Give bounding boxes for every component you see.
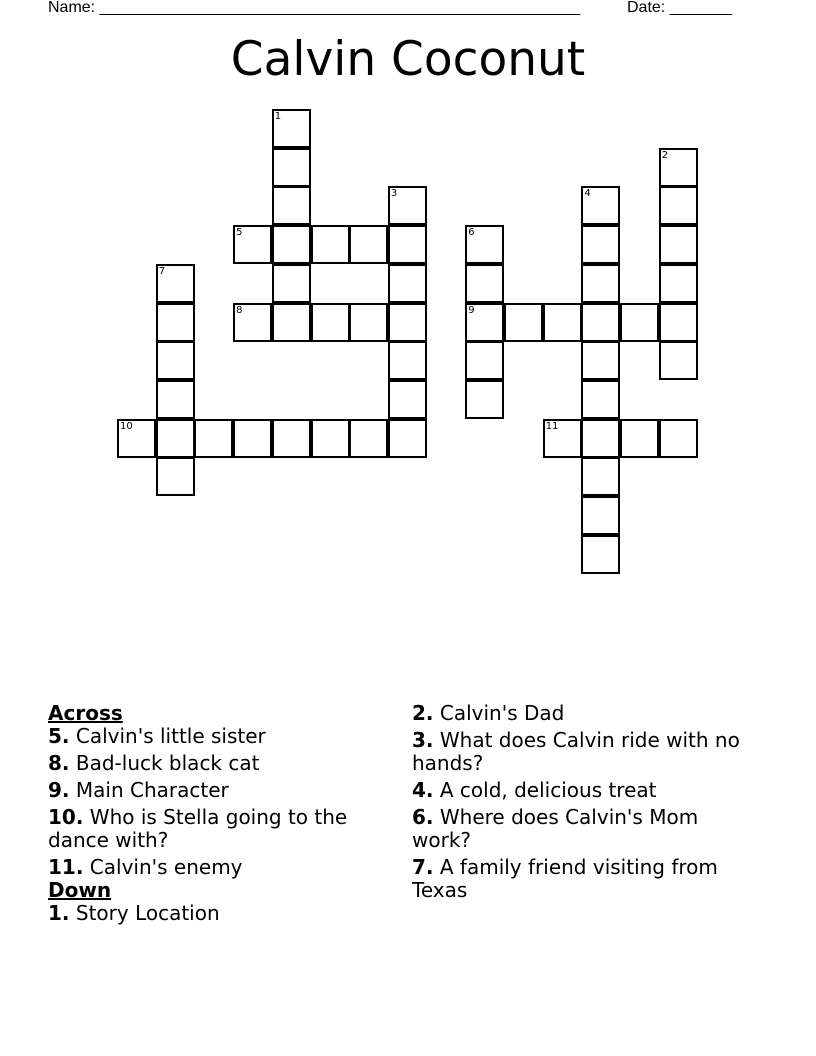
date-blank[interactable]: _______ [669, 0, 732, 16]
clue-down-4 [412, 779, 752, 802]
grid-cell[interactable] [272, 419, 311, 458]
grid-cell[interactable] [194, 419, 233, 458]
clue-number: 11. [48, 855, 84, 879]
clue-number: 5. [48, 724, 70, 748]
clue-text: What does Calvin ride with no hands? [412, 728, 740, 775]
clue-down-7 [412, 856, 752, 902]
grid-cell[interactable] [233, 303, 272, 342]
clue-down-6 [412, 806, 752, 852]
grid-cell[interactable] [272, 148, 311, 187]
grid-cell[interactable] [581, 186, 620, 225]
grid-cell[interactable] [581, 264, 620, 303]
clue-number: 1. [48, 901, 70, 925]
grid-cell[interactable] [581, 341, 620, 380]
clue-number: 10. [48, 805, 84, 829]
grid-cell[interactable] [581, 380, 620, 419]
grid-cell[interactable] [581, 303, 620, 342]
grid-cell[interactable] [272, 225, 311, 264]
clue-text: Where does Calvin's Mom work? [412, 805, 699, 852]
name-blank[interactable]: ______________________________________________________ [99, 0, 581, 16]
clue-text: Calvin's little sister [75, 724, 266, 748]
clue-across-5 [48, 725, 378, 748]
clue-text: Story Location [75, 901, 220, 925]
clue-number: 6. [412, 805, 434, 829]
grid-cell[interactable] [311, 303, 350, 342]
cell-number: 9 [468, 304, 475, 316]
grid-cell[interactable] [156, 419, 195, 458]
grid-cell[interactable] [272, 186, 311, 225]
cell-number: 10 [120, 420, 133, 432]
grid-cell[interactable] [233, 225, 272, 264]
grid-cell[interactable] [156, 380, 195, 419]
grid-cell[interactable] [620, 303, 659, 342]
cell-number: 7 [158, 265, 166, 277]
clues-column-right [412, 702, 752, 906]
down-heading: Down [48, 878, 112, 902]
clues-column-left [48, 702, 378, 929]
clue-text: Calvin's enemy [89, 855, 243, 879]
grid-cell[interactable] [117, 419, 156, 458]
clue-text: A cold, delicious treat [439, 778, 657, 802]
grid-cell[interactable] [465, 341, 504, 380]
grid-cell[interactable] [581, 496, 620, 535]
grid-cell[interactable] [272, 264, 311, 303]
grid-cell[interactable] [659, 148, 698, 187]
grid-cell[interactable] [659, 225, 698, 264]
clue-number: 7. [412, 855, 434, 879]
clue-across-11 [48, 856, 378, 879]
grid-cell[interactable] [581, 457, 620, 496]
page-title: Calvin Coconut [230, 32, 586, 87]
grid-cell[interactable] [388, 380, 427, 419]
clue-across-8 [48, 752, 378, 775]
grid-cell[interactable] [388, 303, 427, 342]
grid-cell[interactable] [581, 419, 620, 458]
grid-cell[interactable] [311, 419, 350, 458]
grid-cell[interactable] [465, 264, 504, 303]
cell-number: 8 [236, 304, 243, 316]
grid-cell[interactable] [388, 264, 427, 303]
clue-number: 2. [412, 701, 434, 725]
clue-number: 8. [48, 751, 70, 775]
grid-cell[interactable] [156, 457, 195, 496]
grid-cell[interactable] [543, 419, 582, 458]
cell-number: 5 [236, 227, 243, 239]
grid-cell[interactable] [311, 225, 350, 264]
grid-cell[interactable] [543, 303, 582, 342]
clue-number: 9. [48, 778, 70, 802]
clue-down-3 [412, 729, 752, 775]
grid-cell[interactable] [388, 225, 427, 264]
clue-number: 3. [412, 728, 434, 752]
clue-down-1 [48, 902, 378, 925]
cell-number: 3 [390, 188, 398, 200]
clue-number: 4. [412, 778, 434, 802]
grid-cell[interactable] [659, 264, 698, 303]
clue-down-2 [412, 702, 752, 725]
grid-cell[interactable] [272, 109, 311, 148]
cell-number: 4 [584, 188, 591, 200]
grid-cell[interactable] [465, 225, 504, 264]
grid-cell[interactable] [349, 303, 388, 342]
cell-number: 6 [468, 227, 475, 239]
grid-cell[interactable] [388, 341, 427, 380]
grid-cell[interactable] [659, 303, 698, 342]
grid-cell[interactable] [233, 419, 272, 458]
clue-text: Main Character [75, 778, 229, 802]
grid-cell[interactable] [465, 380, 504, 419]
grid-cell[interactable] [272, 303, 311, 342]
cell-number: 11 [545, 420, 559, 432]
clue-text: A family friend visiting from Texas [412, 855, 718, 902]
grid-cell[interactable] [349, 225, 388, 264]
cell-number: 1 [274, 111, 282, 122]
grid-cell[interactable] [659, 419, 698, 458]
date-label: Date: [627, 0, 666, 16]
clue-text: Bad-luck black cat [75, 751, 260, 775]
grid-cell[interactable] [388, 186, 427, 225]
clue-across-10 [48, 806, 378, 852]
grid-cell[interactable] [581, 225, 620, 264]
grid-cell[interactable] [388, 419, 427, 458]
grid-cell[interactable] [620, 419, 659, 458]
cell-number: 2 [661, 149, 669, 161]
clue-text: Calvin's Dad [439, 701, 565, 725]
clue-text: Who is Stella going to the dance with? [48, 805, 348, 852]
grid-cell[interactable] [349, 419, 388, 458]
grid-cell[interactable] [659, 341, 698, 380]
clue-across-9 [48, 779, 378, 802]
grid-cell[interactable] [156, 303, 195, 342]
grid-cell[interactable] [156, 341, 195, 380]
grid-cell[interactable] [659, 186, 698, 225]
across-heading: Across [48, 701, 123, 725]
name-label: Name: [48, 0, 96, 16]
grid-cell[interactable] [504, 303, 543, 342]
grid-cell[interactable] [156, 264, 195, 303]
grid-cell[interactable] [465, 303, 504, 342]
grid-cell[interactable] [581, 535, 620, 574]
